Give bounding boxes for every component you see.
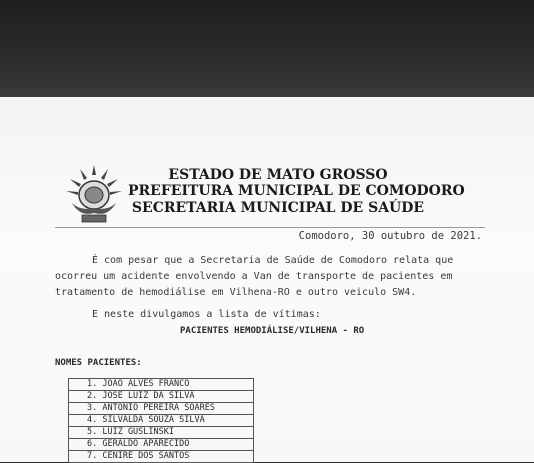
patient-row: 3. ANTONIO PEREIRA SOARES <box>69 403 253 415</box>
patient-row: 2. JOSE LUIZ DA SILVA <box>69 391 253 403</box>
names-label: NOMES PACIENTES: <box>55 358 142 368</box>
paragraph-line-4: E neste divulgamos a lista de vítimas: <box>92 309 321 320</box>
header-secretariat: SECRETARIA MUNICIPAL DE SAÚDE <box>131 200 425 216</box>
patient-row: 4. SILVALDA SOUZA SILVA <box>69 415 253 427</box>
dark-background-band <box>0 0 534 98</box>
patient-row: 6. GERALDO APARECIDO <box>69 439 253 451</box>
paragraph-line-2: ocorreu um acidente envolvendo a Van de transporte de pacientes em <box>55 271 453 282</box>
paragraph-line-3: tratamento de hemodiálise em Vilhena-RO e outro veiculo SW4. <box>55 287 417 298</box>
list-title: PACIENTES HEMODIÁLISE/VILHENA - RO <box>180 326 365 336</box>
paragraph-line-1: É com pesar que a Secretaria de Saúde de Comodoro relata que <box>92 255 454 266</box>
header-prefecture: PREFEITURA MUNICIPAL DE COMODORO <box>128 183 465 199</box>
header-state: ESTADO DE MATO GROSSO <box>168 167 388 183</box>
patient-list <box>68 378 254 463</box>
document-date: Comodoro, 30 outubro de 2021. <box>298 230 482 242</box>
header-divider <box>55 227 485 228</box>
patient-row: 7. CENIRE DOS SANTOS <box>69 451 253 463</box>
patient-row: 1. JOAO ALVES FRANCO <box>69 379 253 391</box>
patient-row: 5. LUIZ GUSLINSKI <box>69 427 253 439</box>
coat-of-arms-icon <box>60 161 128 229</box>
